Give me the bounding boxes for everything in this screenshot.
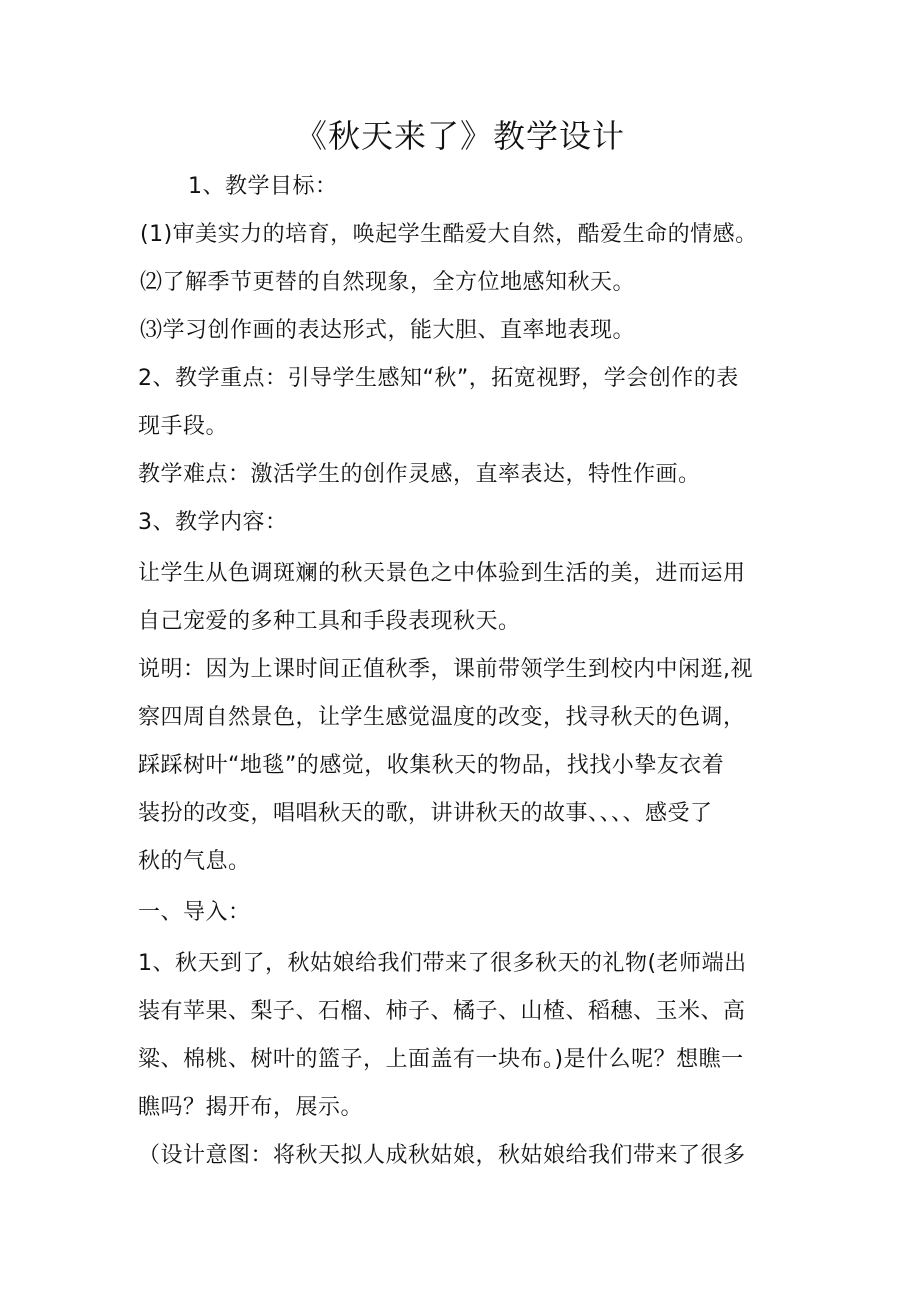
paragraph-line: 1、秋天到了，秋姑娘给我们带来了很多秋天的礼物(老师端出 [138, 951, 747, 976]
paragraph-line: (1)审美实力的培育，唤起学生酷爱大自然，酷爱生命的情感。 [140, 222, 758, 247]
paragraph-line: 一、导入： [138, 900, 251, 925]
paragraph-line: 自己宠爱的多种工具和手段表现秋天。 [138, 609, 521, 634]
paragraph-line: （设计意图：将秋天拟人成秋姑娘，秋姑娘给我们带来了很多 [138, 1143, 746, 1168]
paragraph-line: 让学生从色调斑斓的秋天景色之中体验到生活的美，进而运用 [138, 561, 746, 586]
paragraph-line: ⑶学习创作画的表达形式，能大胆、直率地表现。 [140, 318, 636, 343]
paragraph-line: 粱、棉桃、树叶的篮子，上面盖有一块布。)是什么呢？想瞧一 [138, 1047, 744, 1072]
document-title: 《秋天来了》教学设计 [294, 117, 625, 155]
paragraph-line: 瞧吗？揭开布，展示。 [138, 1095, 364, 1120]
paragraph-line: 说明：因为上课时间正值秋季，课前带领学生到校内中闲逛,视 [138, 657, 753, 682]
paragraph-line: ⑵了解季节更替的自然现象，全方位地感知秋天。 [140, 270, 636, 295]
paragraph-line: 装有苹果、梨子、石榴、柿子、橘子、山楂、稻穗、玉米、高 [138, 999, 746, 1024]
paragraph-line: 1、教学目标： [188, 174, 338, 199]
paragraph-line: 3、教学内容： [138, 510, 288, 535]
paragraph-line: 秋的气息。 [138, 849, 251, 874]
paragraph-line: 装扮的改变，唱唱秋天的歌，讲讲秋天的故事、、、、感受了 [138, 801, 713, 826]
paragraph-line: 现手段。 [138, 414, 229, 439]
paragraph-line: 察四周自然景色，让学生感觉温度的改变，找寻秋天的色调， [138, 705, 746, 730]
paragraph-line: 教学难点：激活学生的创作灵感，直率表达，特性作画。 [138, 462, 701, 487]
paragraph-line: 2、教学重点：引导学生感知“秋”，拓宽视野，学会创作的表 [138, 366, 739, 391]
paragraph-line: 踩踩树叶“地毯”的感觉，收集秋天的物品，找找小挚友衣着 [138, 753, 725, 778]
